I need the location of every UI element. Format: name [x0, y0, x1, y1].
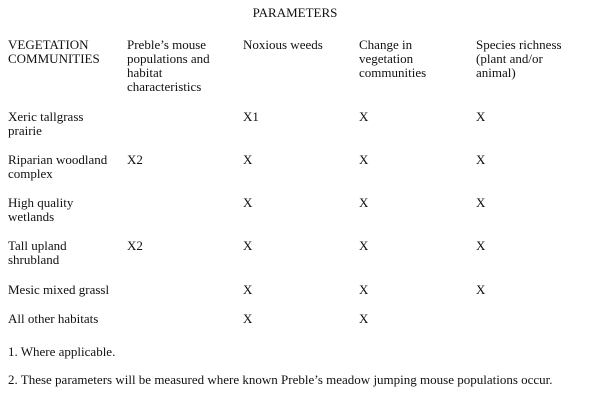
community-cell: Riparian woodland complex	[8, 152, 108, 181]
change-cell: X	[359, 238, 369, 253]
community-cell: Xeric tallgrass prairie	[8, 109, 84, 138]
richness-cell: X	[476, 238, 486, 253]
weeds-cell: X	[243, 238, 253, 253]
richness-cell: X	[476, 152, 486, 167]
header-vegetation-communities: VEGETATION COMMUNITIES	[8, 37, 100, 66]
mouse-cell: X2	[127, 238, 143, 253]
weeds-cell: X	[243, 195, 253, 210]
richness-cell: X	[476, 282, 486, 297]
change-cell: X	[359, 152, 369, 167]
change-cell: X	[359, 282, 369, 297]
footnote-2: 2. These parameters will be measured where known Preble’s meadow jumping mouse populations occur.	[8, 372, 553, 387]
header-mouse-populations: Preble’s mouse populations and habitat characteristics	[127, 37, 210, 94]
change-cell: X	[359, 311, 369, 326]
weeds-cell: X	[243, 282, 253, 297]
weeds-cell: X	[243, 311, 253, 326]
weeds-cell: X	[243, 152, 253, 167]
header-change-in-vegetation: Change in vegetation communities	[359, 37, 427, 80]
richness-cell: X	[476, 195, 486, 210]
weeds-cell: X1	[243, 109, 259, 124]
community-cell: High quality wetlands	[8, 195, 74, 224]
richness-cell: X	[476, 109, 486, 124]
footnote-1: 1. Where applicable.	[8, 344, 116, 359]
community-cell: Mesic mixed grassl	[8, 282, 110, 297]
change-cell: X	[359, 195, 369, 210]
page-title: PARAMETERS	[252, 5, 338, 20]
header-species-richness: Species richness (plant and/or animal)	[476, 37, 562, 80]
community-cell: Tall upland shrubland	[8, 238, 67, 267]
community-cell: All other habitats	[8, 311, 99, 326]
header-noxious-weeds: Noxious weeds	[243, 37, 323, 52]
mouse-cell: X2	[127, 152, 143, 167]
change-cell: X	[359, 109, 369, 124]
